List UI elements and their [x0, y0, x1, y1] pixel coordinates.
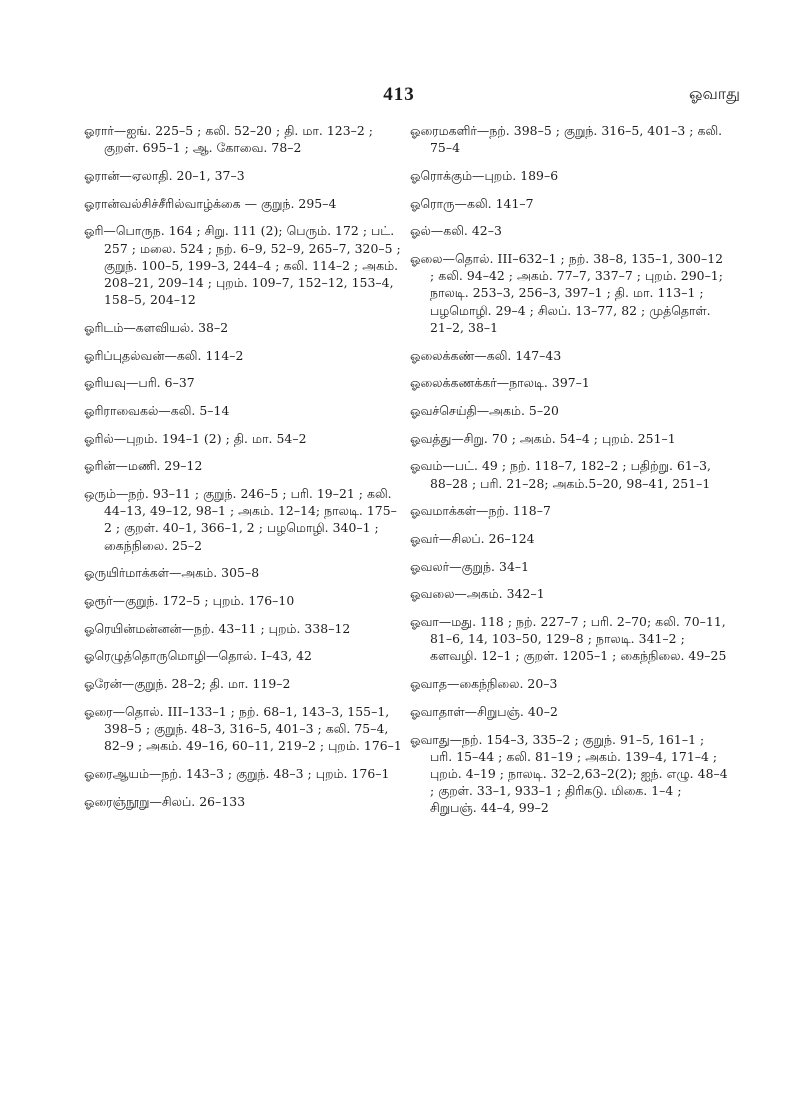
index-entry: ஓரில்—புறம். 194–1 (2) ; தி. மா. 54–2 [84, 430, 307, 446]
index-entry: ஓரின்—மணி. 29–12 [84, 458, 203, 474]
index-entry: ஓல்—கலி. 42–3 [410, 223, 502, 239]
index-entry: ஓரைஆயம்—நற். 143–3 ; குறுந். 48–3 ; புறம். 176–1 [84, 765, 390, 781]
index-entry: ஓரான்—ஏலாதி. 20–1, 37–3 [84, 167, 245, 183]
index-entry: ஓரி—பொருந. 164 ; சிறு. 111 (2); பெரும். 172 ; பட். 257 ; மலை. 524 ; நற். 6–9, 52–9, 265–7, 320–5 ; குறுந். 100–5, 199–3, 244–4 ; கலி. 114–2 ; அகம். 208–21, 209–14 ; புறம். 109–7, 152–12, 153–4, 158–5, 204–12 [84, 223, 401, 308]
left-column [84, 122, 402, 820]
index-entry: ஓவாது—நற். 154–3, 335–2 ; குறுந். 91–5, 161–1 ; பரி. 15–44 ; கலி. 81–19 ; அகம். 139–4, 171–4 ; புறம். 4–19 ; நாலடி. 32–2,63–2(2); ஐந். எழு. 48–4 ; குறள். 33–1, 933–1 ; திரிகடு. மிகை. 1–4 ; சிறுபஞ். 44–4, 99–2 [410, 731, 728, 816]
index-entry: ஓரிடம்—களவியல். 38–2 [84, 319, 229, 335]
index-entry: ஓரொக்கும்—புறம். 189–6 [410, 167, 559, 183]
index-entry: ஓலைக்கணக்கர்—நாலடி. 397–1 [410, 375, 590, 391]
index-entry: ஓரெயின்மன்னன்—நற். 43–11 ; புறம். 338–12 [84, 620, 351, 636]
index-entry: ஓரைஞ்நூறு—சிலப். 26–133 [84, 793, 246, 809]
index-entry: ஓவாத—கைந்நிலை. 20–3 [410, 676, 558, 692]
right-column [410, 122, 728, 827]
index-entry: ஓவமாக்கள்—நற். 118–7 [410, 503, 551, 519]
index-entry: ஓரியவு—பரி. 6–37 [84, 375, 195, 391]
index-entry: ஓவலை—அகம். 342–1 [410, 586, 545, 602]
index-entry: ஓவா—மது. 118 ; நற். 227–7 ; பரி. 2–70; கலி. 70–11, 81–6, 14, 103–50, 129–8 ; நாலடி. 341–2 ; களவழி. 12–1 ; குறள். 1205–1 ; கைந்நிலை. 49–25 [410, 614, 727, 664]
index-entry: ஓரூர்—குறுந். 172–5 ; புறம். 176–10 [84, 593, 295, 609]
index-entry: ஓரான்வல்சிச்சீரில்வாழ்க்கை — குறுந். 295–4 [84, 195, 337, 211]
index-entry: ஓரேன்—குறுந். 28–2; தி. மா. 119–2 [84, 676, 291, 692]
index-entry: ஓரைமகளிர்—நற். 398–5 ; குறுந். 316–5, 401–3 ; கலி. 75–4 [410, 123, 723, 156]
index-entry: ஓவர்—சிலப். 26–124 [410, 530, 535, 546]
index-entry: ஓரார்—ஐங். 225–5 ; கலி. 52–20 ; தி. மா. 123–2 ; குறள். 695–1 ; ஆ. கோவை. 78–2 [84, 123, 374, 156]
index-entry: ஓவச்செய்தி—அகம். 5–20 [410, 402, 559, 418]
index-entry: ஓரிப்புதல்வன்—கலி. 114–2 [84, 347, 244, 363]
index-entry: ஓரொரு—கலி. 141–7 [410, 195, 534, 211]
index-entry: ஓவலர்—குறுந். 34–1 [410, 558, 530, 574]
index-entry: ஓரெழுத்தொருமொழி—தொல். I–43, 42 [84, 648, 312, 664]
index-entry: ஓரை—தொல். III–133–1 ; நற். 68–1, 143–3, 155–1, 398–5 ; குறுந். 48–3, 316–5, 401–3 ; கலி. 75–4, 82–9 ; அகம். 49–16, 60–11, 219–2 ; புறம். 176–1 [84, 703, 402, 754]
index-entry: ஓவத்து—சிறு. 70 ; அகம். 54–4 ; புறம். 251–1 [410, 430, 676, 446]
index-entry: ஓவாதாள்—சிறுபஞ். 40–2 [410, 703, 558, 719]
index-entry: ஒரும்—நற். 93–11 ; குறுந். 246–5 ; பரி. 19–21 ; கலி. 44–13, 49–12, 98–1 ; அகம். 12–14; நாலடி. 175–2 ; குறள். 40–1, 366–1, 2 ; பழமொழி. 340–1 ; கைந்நிலை. 25–2 [84, 486, 397, 553]
index-entry: ஓருயிர்மாக்கள்—அகம். 305–8 [84, 565, 260, 581]
running-head: ஓவாது [689, 84, 740, 103]
page-number: 413 [383, 84, 415, 105]
index-entry: ஓலை—தொல். III–632–1 ; நற். 38–8, 135–1, 300–12 ; கலி. 94–42 ; அகம். 77–7, 337–7 ; புறம். 290–1; நாலடி. 253–3, 256–3, 397–1 ; தி. மா. 113–1 ; பழமொழி. 29–4 ; சிலப். 13–77, 82 ; முத்தொள். 21–2, 38–1 [410, 251, 724, 335]
index-entry: ஓரிராவைகல்—கலி. 5–14 [84, 402, 230, 418]
index-entry: ஓவம்—பட். 49 ; நற். 118–7, 182–2 ; பதிற்று. 61–3, 88–28 ; பரி. 21–28; அகம்.5–20, 98–41, 251–1 [410, 458, 712, 491]
index-entry: ஓலைக்கண்—கலி. 147–43 [410, 347, 562, 363]
